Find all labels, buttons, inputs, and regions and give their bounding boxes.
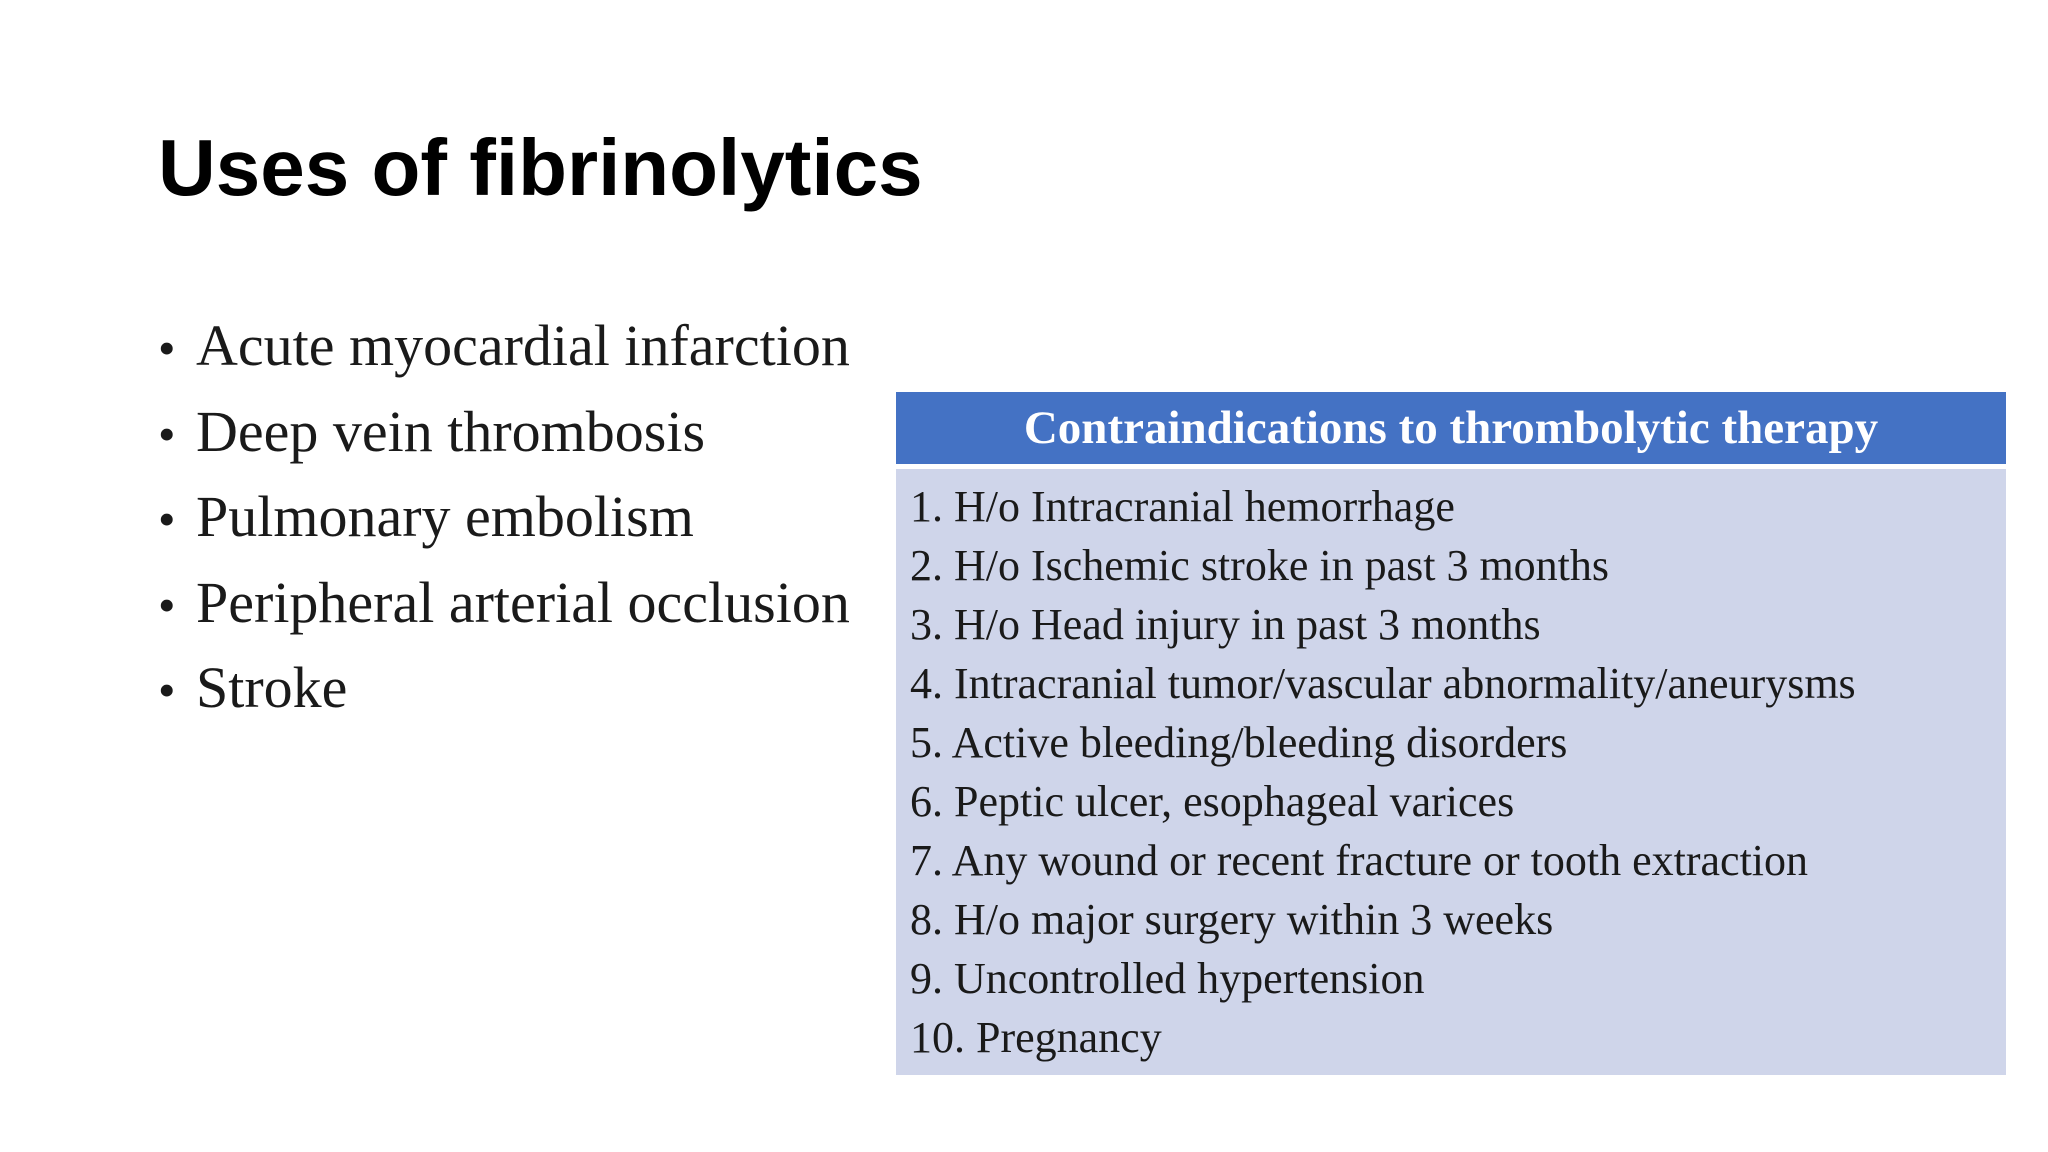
- contraindications-body: [896, 467, 2006, 1076]
- contraindication-item: 10. Pregnancy: [910, 1013, 1162, 1062]
- bullet-icon: •: [158, 405, 176, 462]
- contraindication-item: 5. Active bleeding/bleeding disorders: [910, 718, 1568, 767]
- use-item: [158, 474, 850, 560]
- use-item-label: Stroke: [196, 655, 348, 720]
- uses-list: [158, 303, 850, 731]
- use-item: [158, 303, 850, 389]
- contraindication-item: 4. Intracranial tumor/vascular abnormality/aneurysms: [910, 659, 1856, 708]
- contraindication-item: 6. Peptic ulcer, esophageal varices: [910, 777, 1515, 826]
- contraindication-item: 8. H/o major surgery within 3 weeks: [910, 895, 1554, 944]
- bullet-icon: •: [158, 662, 176, 718]
- use-item-label: Acute myocardial infarction: [196, 313, 850, 378]
- use-item-label: Deep vein thrombosis: [196, 398, 706, 464]
- use-item: [158, 389, 850, 475]
- bullet-icon: •: [158, 576, 176, 633]
- contraindications-table: [896, 392, 2006, 1075]
- slide-title: Uses of fibrinolytics: [158, 123, 923, 212]
- contraindication-item: 9. Uncontrolled hypertension: [910, 954, 1425, 1003]
- bullet-icon: •: [158, 320, 176, 376]
- contraindications-header: Contraindications to thrombolytic therapy: [896, 392, 2006, 467]
- use-item-label: Pulmonary embolism: [196, 484, 694, 549]
- use-item-label: Peripheral arterial occlusion: [196, 569, 850, 635]
- contraindication-item: 2. H/o Ischemic stroke in past 3 months: [910, 541, 1610, 590]
- contraindications-list: [910, 477, 2006, 1067]
- use-item: [158, 560, 850, 646]
- bullet-icon: •: [158, 491, 176, 547]
- contraindication-item: 1. H/o Intracranial hemorrhage: [910, 482, 1455, 531]
- contraindication-item: 3. H/o Head injury in past 3 months: [910, 600, 1541, 649]
- use-item: [158, 645, 850, 731]
- contraindication-item: 7. Any wound or recent fracture or tooth extraction: [910, 836, 1809, 885]
